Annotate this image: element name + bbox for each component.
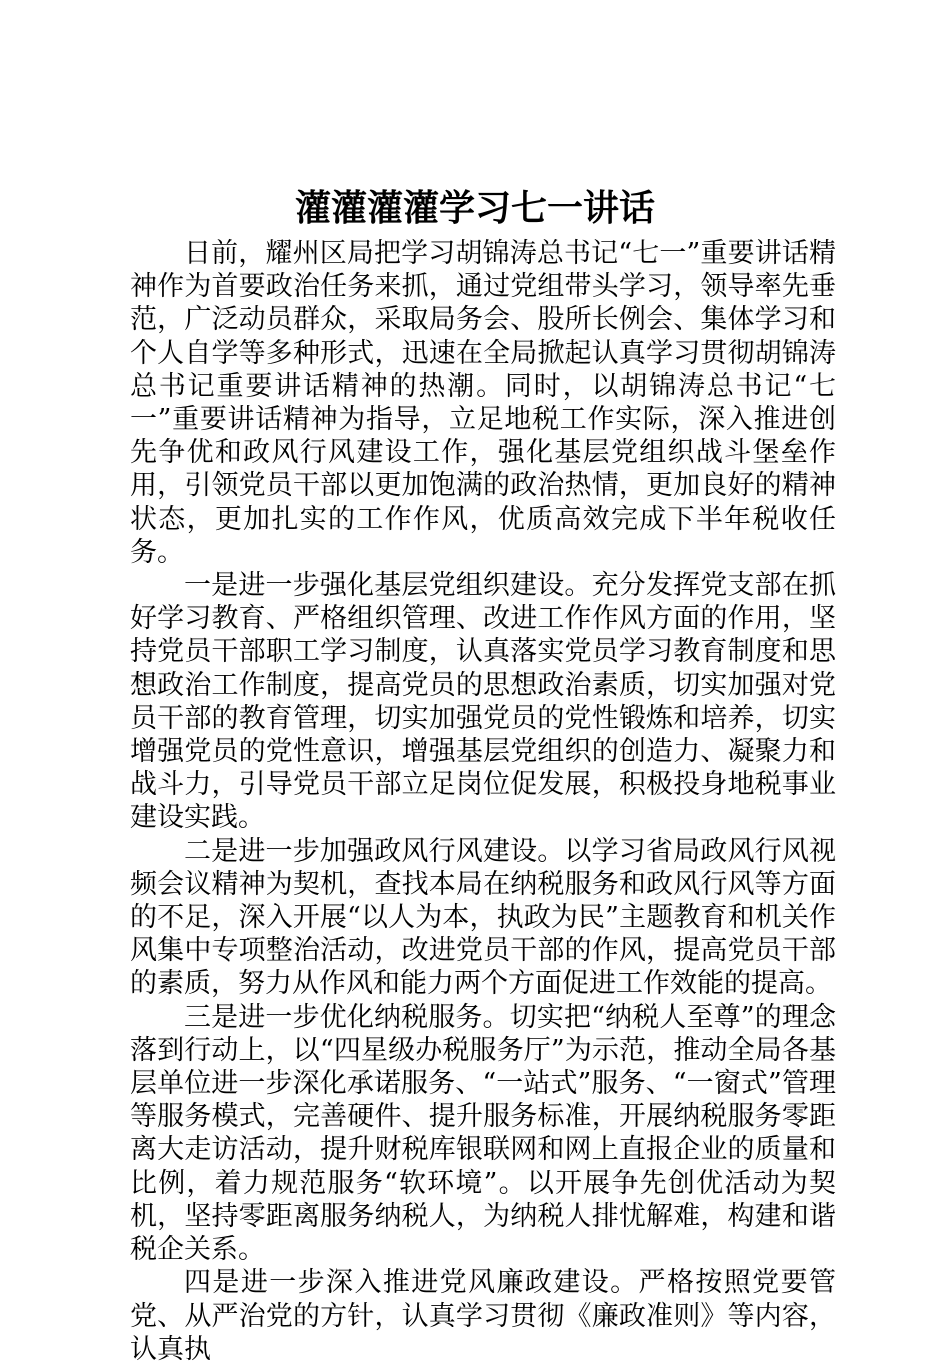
paragraph-intro: 日前，耀州区局把学习胡锦涛总书记“七一”重要讲话精神作为首要政治任务来抓，通过党组带头学习，领导率先垂范，广泛动员群众，采取局务会、股所长例会、集体学习和个人自学等多种形式，迅速在全局掀起认真学习贯彻胡锦涛总书记重要讲话精神的热潮。同时，以胡锦涛总书记“七一”重要讲话精神为指导，立足地税工作实际，深入推进创先争优和政风行风建设工作，强化基层党组织战斗堡垒作用，引领党员干部以更加饱满的政治热情，更加良好的精神状态，更加扎实的工作作风，优质高效完成下半年税收任务。: [130, 238, 836, 568]
document-body: [130, 237, 836, 1366]
paragraph-point-one: 一是进一步强化基层党组织建设。充分发挥党支部在抓好学习教育、严格组织管理、改进工作作风方面的作用，坚持党员干部职工学习制度，认真落实党员学习教育制度和思想政治工作制度，提高党员的思想政治素质，切实加强对党员干部的教育管理，切实加强党员的党性锻炼和培养，切实增强党员的党性意识，增强基层党组织的创造力、凝聚力和战斗力，引导党员干部立足岗位促发展，积极投身地税事业建设实践。: [130, 570, 836, 834]
paragraph-point-two: 二是进一步加强政风行风建设。以学习省局政风行风视频会议精神为契机，查找本局在纳税服务和政风行风等方面的不足，深入开展“以人为本，执政为民”主题教育和机关作风集中专项整治活动，改进党员干部的作风，提高党员干部的素质，努力从作风和能力两个方面促进工作效能的提高。: [130, 835, 836, 1000]
paragraph-point-three: 三是进一步优化纳税服务。切实把“纳税人至尊”的理念落到行动上，以“四星级办税服务厅”为示范，推动全局各基层单位进一步深化承诺服务、“一站式”服务、“一窗式”管理等服务模式，完善硬件、提升服务标准，开展纳税服务零距离大走访活动，提升财税库银联网和网上直报企业的质量和比例，着力规范服务“软环境”。以开展争先创优活动为契机，坚持零距离服务纳税人，为纳税人排忧解难，构建和谐税企关系。: [130, 1001, 836, 1266]
document-title: 灌灌灌灌学习七一讲话: [294, 187, 655, 229]
paragraph-point-four: 四是进一步深入推进党风廉政建设。严格按照党要管党、从严治党的方针，认真学习贯彻《廉政准则》等内容，认真执: [130, 1267, 836, 1365]
